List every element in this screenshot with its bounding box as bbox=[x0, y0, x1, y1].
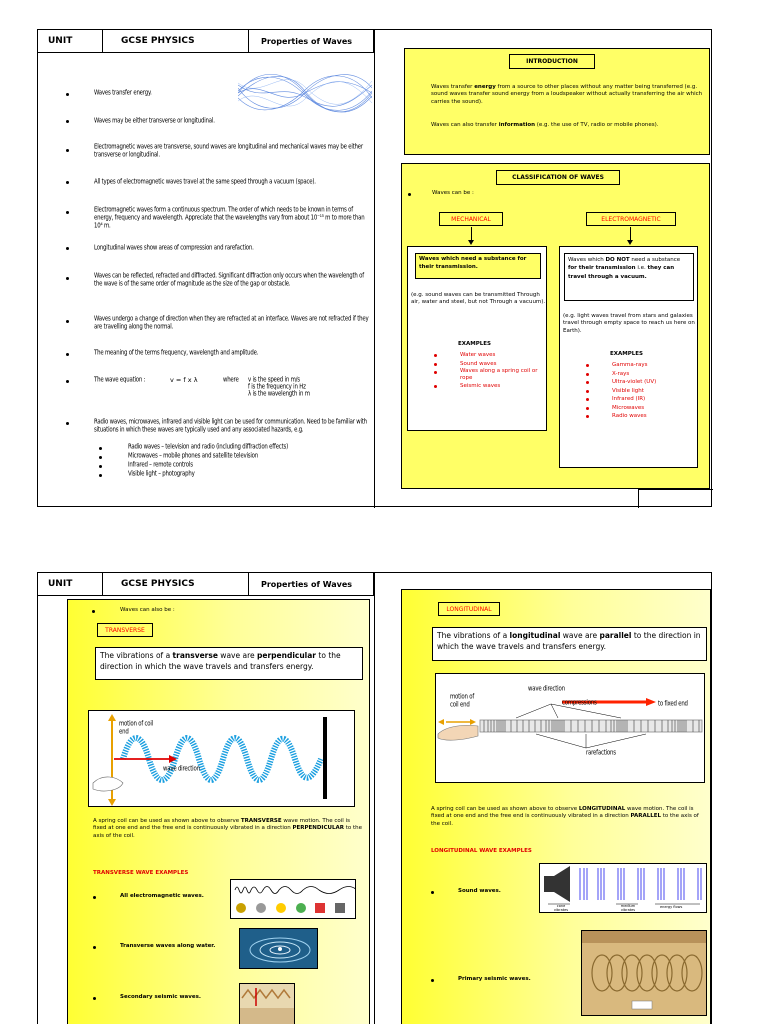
electromagnetic-card bbox=[559, 246, 698, 468]
classification-title: CLASSIFICATION OF WAVES bbox=[496, 170, 620, 185]
longitudinal-definition: The vibrations of a longitudinal wave are parallel to the direction in which the wave travels and transfers energy. bbox=[432, 627, 707, 661]
topic-label: Properties of Waves bbox=[249, 573, 374, 595]
example-item: Infrared (IR) bbox=[612, 396, 646, 403]
mechanical-label: MECHANICAL bbox=[439, 212, 503, 226]
bullet-text: Radio waves, microwaves, infrared and visible light can be used for communication. Need to be familiar with situations in which these waves are typically used and any associated hazards, e.g. bbox=[94, 417, 367, 434]
em-spectrum-image bbox=[230, 879, 356, 919]
longitudinal-diagram bbox=[435, 673, 705, 783]
seismic-p-wave-image bbox=[581, 930, 707, 1016]
wave-equation-def: f is the frequency in Hz bbox=[248, 382, 306, 391]
subject-label: GCSE PHYSICS bbox=[103, 30, 249, 52]
mechanical-examples-list bbox=[434, 351, 544, 391]
key-points-list bbox=[66, 88, 369, 510]
introduction-panel bbox=[404, 48, 710, 155]
bullet-text: Electromagnetic waves are transverse, sound waves are longitudinal and mechanical waves may be either transverse or longitudinal. bbox=[94, 142, 363, 159]
longitudinal-panel bbox=[401, 589, 711, 1024]
mechanical-definition: Waves which need a substance for their transmission. bbox=[415, 253, 541, 279]
direction-label: wave direction bbox=[163, 764, 200, 773]
topic-label: Properties of Waves bbox=[249, 30, 374, 52]
unit-label: UNIT bbox=[38, 30, 103, 52]
electromagnetic-definition: Waves which DO NOT need a substance for their transmission i.e. they can travel through a vacuum. bbox=[564, 253, 694, 301]
bullet-text: Waves can be reflected, refracted and diffracted. Significant diffraction only occurs when the wavelength of the wave is of the same order of magnitude as the size of the gap or obstacle. bbox=[94, 271, 364, 288]
mechanical-note: (e.g. sound waves can be transmitted Through air, water and steel, but not Through a vacuum). bbox=[411, 292, 546, 306]
introduction-text-1: Waves transfer energy from a source to other places without any matter being transferred (e.g. sound waves transfer sound energy from a loudspeaker without actually transferring the air which carries the sound). bbox=[431, 84, 703, 105]
longitudinal-example: Sound waves. bbox=[458, 888, 501, 894]
compressions-label: compressions bbox=[562, 698, 597, 707]
motion-label: motion of coil end bbox=[119, 719, 153, 736]
transverse-description: A spring coil can be used as shown above to observe TRANSVERSE wave motion. The coil is fixed at one end and the free end is continuously vibrated in a direction PERPENDICULAR to the axis of the coil. bbox=[93, 818, 363, 839]
arrow-down-icon bbox=[471, 227, 472, 241]
example-item: Sound waves bbox=[460, 360, 497, 367]
electromagnetic-examples-title: EXAMPLES bbox=[610, 351, 643, 357]
wave-equation-where: where bbox=[223, 375, 239, 384]
example-item: Seismic waves bbox=[460, 383, 501, 390]
water-ripple-image bbox=[239, 928, 318, 969]
slide-2 bbox=[37, 572, 712, 1024]
sub-bullet-text: Microwaves – mobile phones and satellite television bbox=[128, 451, 259, 460]
bullet-text: All types of electromagnetic waves travel at the same speed through a vacuum (space). bbox=[94, 177, 316, 186]
example-item: Gamma-rays bbox=[612, 362, 648, 368]
example-item: Radio waves bbox=[612, 413, 647, 420]
rarefactions-label: rarefactions bbox=[586, 748, 616, 757]
motion-label: motion of coil end bbox=[450, 692, 475, 709]
arrow-down-icon bbox=[630, 227, 631, 241]
example-item: Water waves bbox=[460, 352, 496, 358]
transverse-diagram bbox=[88, 710, 355, 807]
seismic-s-wave-image bbox=[239, 983, 295, 1024]
electromagnetic-examples-list bbox=[586, 361, 696, 421]
fixed-end-label: to fixed end bbox=[658, 699, 688, 708]
introduction-text-2: Waves can also transfer information (e.g. the use of TV, radio or mobile phones). bbox=[431, 122, 659, 128]
transverse-definition: The vibrations of a transverse wave are perpendicular to the direction in which the wave travels and transfers energy. bbox=[95, 647, 363, 680]
page-divider bbox=[374, 573, 375, 1024]
page-number-box bbox=[638, 489, 713, 508]
sub-bullet-text: Visible light – photography bbox=[128, 469, 195, 478]
transverse-panel bbox=[67, 599, 370, 1024]
longitudinal-examples-title: LONGITUDINAL WAVE EXAMPLES bbox=[431, 848, 532, 854]
wave-equation-formula: v = f x λ bbox=[170, 376, 198, 384]
cone-label: cone vibrates bbox=[553, 904, 569, 912]
classification-lead: Waves can be : bbox=[432, 190, 474, 196]
mechanical-card bbox=[407, 246, 547, 431]
example-item: X-rays bbox=[612, 370, 630, 377]
bullet-text: Waves may be either transverse or longitudinal. bbox=[94, 116, 215, 125]
transverse-lead: Waves can also be : bbox=[120, 607, 175, 613]
transverse-label: TRANSVERSE bbox=[97, 623, 153, 637]
bullet-text: Longitudinal waves show areas of compression and rarefaction. bbox=[94, 243, 254, 252]
sub-bullet-text: Infrared – remote controls bbox=[128, 460, 193, 469]
wave-equation-def: v is the speed in m/s bbox=[248, 375, 300, 384]
longitudinal-label: LONGITUDINAL bbox=[438, 602, 500, 616]
bullet-text: The meaning of the terms frequency, wavelength and amplitude. bbox=[94, 348, 259, 357]
bullet-text: Waves transfer energy. bbox=[94, 88, 152, 97]
sound-wave-image bbox=[539, 863, 707, 913]
page-divider bbox=[374, 30, 375, 508]
example-item: Microwaves bbox=[612, 404, 645, 411]
spring-coil-icon bbox=[436, 674, 705, 783]
slide-1 bbox=[37, 29, 712, 507]
transverse-example: Secondary seismic waves. bbox=[120, 994, 201, 1000]
transverse-examples-title: TRANSVERSE WAVE EXAMPLES bbox=[93, 870, 189, 876]
example-item: Waves along a spring coil or rope bbox=[460, 368, 538, 382]
example-item: Visible light bbox=[612, 387, 644, 394]
subject-label: GCSE PHYSICS bbox=[103, 573, 249, 595]
electromagnetic-label: ELECTROMAGNETIC bbox=[586, 212, 676, 226]
classification-panel bbox=[401, 163, 710, 489]
wave-equation-label: The wave equation : bbox=[94, 375, 146, 384]
bullet-text: Electromagnetic waves form a continuous spectrum. The order of which needs to be known in terms of energy, frequency and wavelength. Appreciate that the wavelengths vary from about 10⁻¹⁵ m to more than 10⁴ m. bbox=[94, 205, 365, 230]
direction-label: wave direction bbox=[528, 684, 565, 693]
energy-label: energy flows bbox=[660, 905, 683, 909]
slide-2-header bbox=[38, 573, 374, 596]
transverse-example: All electromagnetic waves. bbox=[120, 893, 204, 899]
wave-equation-def: λ is the wavelength in m bbox=[248, 389, 310, 398]
medium-label: medium vibrates bbox=[620, 904, 636, 912]
longitudinal-example: Primary seismic waves. bbox=[458, 976, 531, 982]
introduction-title: INTRODUCTION bbox=[509, 54, 595, 69]
longitudinal-description: A spring coil can be used as shown above to observe LONGITUDINAL wave motion. The coil is fixed at one end and the free end is continuously vibrated in a direction PARALLEL to the axis of the coil. bbox=[431, 806, 699, 827]
electromagnetic-note: (e.g. light waves travel from stars and galaxies travel through empty space to reach us here on Earth). bbox=[563, 313, 695, 334]
bullet-text: Waves undergo a change of direction when they are refracted at an interface. Waves are not refracted if they are travelling along the normal. bbox=[94, 314, 369, 331]
transverse-example: Transverse waves along water. bbox=[120, 943, 216, 949]
unit-label: UNIT bbox=[38, 573, 103, 595]
slide-1-header bbox=[38, 30, 374, 53]
sub-bullet-text: Radio waves – television and radio (including diffraction effects) bbox=[128, 442, 289, 451]
mechanical-examples-title: EXAMPLES bbox=[458, 341, 491, 347]
example-item: Ultra-violet (UV) bbox=[612, 379, 657, 386]
